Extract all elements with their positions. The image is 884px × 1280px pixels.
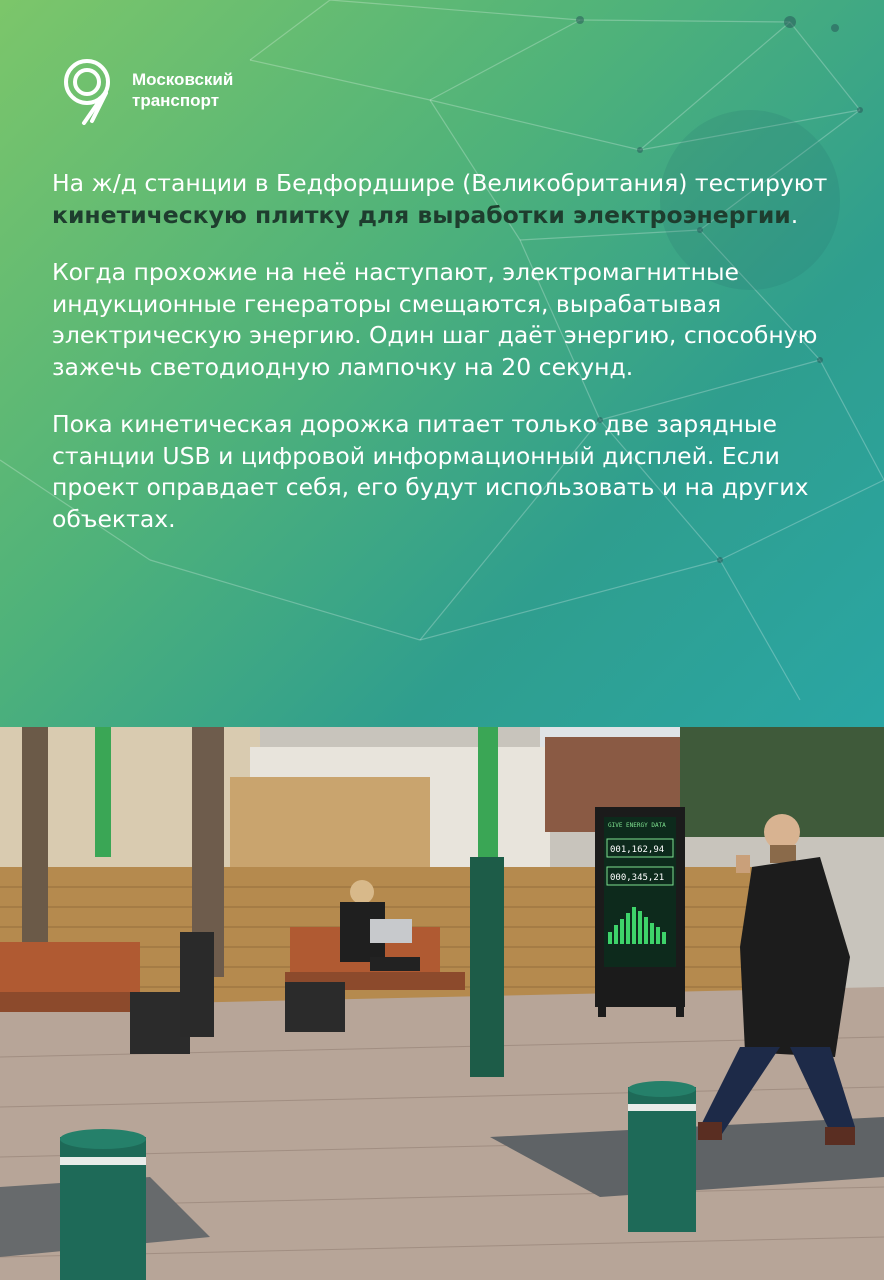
paragraph-outlook: Пока кинетическая дорожка питает только две зарядные станции USB и цифровой информационный дисплей. Если проект оправдает себя, его будут использовать и на других объектах. xyxy=(52,410,809,533)
brand-name-line2: транспорт xyxy=(132,91,220,110)
brand-name-line1: Московский xyxy=(132,70,234,89)
intro-text: На ж/д станции в Бедфордшире (Великобритания) тестируют xyxy=(52,169,828,197)
display-header: GIVE ENERGY DATA xyxy=(608,822,666,829)
paragraph-intro xyxy=(52,168,852,231)
paragraph-mechanism: Когда прохожие на неё наступают, электромагнитные индукционные генераторы смещаются, вырабатывая электрическую энергию. Один шаг даёт энергию, способную зажечь светодиодную лампочку на 20 секунд. xyxy=(52,258,818,381)
station-photo xyxy=(0,727,884,1280)
brand-logo xyxy=(56,55,233,125)
display-value-1: 001,162,94 xyxy=(610,845,665,855)
article-text xyxy=(52,168,852,561)
metro-9-logo-icon xyxy=(56,55,118,125)
intro-end: . xyxy=(790,200,799,229)
display-value-2: 000,345,21 xyxy=(610,873,665,883)
intro-highlight: кинетическую плитку для выработки электроэнергии xyxy=(52,200,791,229)
